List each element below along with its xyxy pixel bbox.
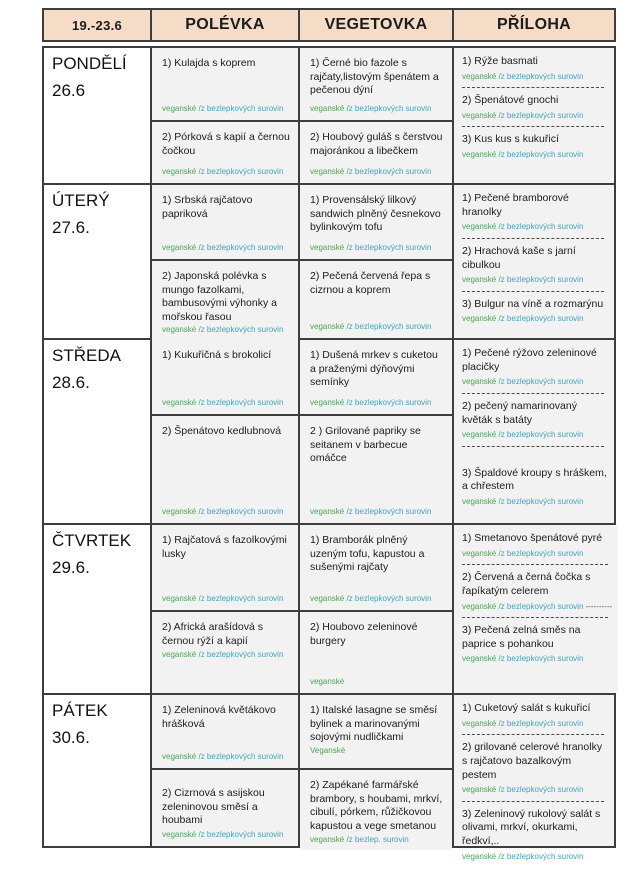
glutenfree-label: z bezlepkových surovin	[348, 398, 432, 408]
diet-tag	[462, 72, 608, 82]
day-cell	[44, 340, 150, 523]
side-item	[462, 702, 608, 728]
dish-text: 1) Pečené rýžovo zeleninové placičky	[462, 347, 597, 373]
diet-tag	[462, 275, 608, 285]
veg-cell	[300, 768, 452, 850]
dish-text: 2) Červená a černá čočka s řapíkatým celerem	[462, 571, 591, 597]
side-column	[452, 48, 614, 183]
day-cell	[44, 48, 150, 183]
glutenfree-label: z bezlepkových surovin	[500, 601, 584, 611]
soup-column	[150, 185, 298, 338]
glutenfree-label: z bezlepkových surovin	[500, 377, 584, 387]
dish-text: 2) Zapékané farmářské brambory, s houbami, mrkví, cibulí, pórkem, růžičkovou kapustou a vege smetanou	[310, 779, 443, 832]
day-date: 26.6	[52, 81, 86, 100]
diet-tag	[162, 167, 290, 177]
dish-text: 2 ) Grilované papriky se seitanem v barbecue omáčce	[310, 425, 421, 465]
week-range: 19.-23.6	[71, 17, 123, 33]
vegan-label: veganské /	[462, 497, 501, 507]
dish-text: 2) Japonská polévka s mungo fazolkami, bambusovými výhonky a mořskou řasou	[162, 270, 277, 323]
vegan-label: veganské /	[462, 150, 501, 160]
dish-text: 1) Dušená mrkev s cuketou a praženými dýňovými semínky	[310, 349, 438, 389]
diet-tag	[310, 594, 444, 604]
day-name: PONDĚLÍ	[52, 54, 127, 73]
diet-tag	[162, 752, 290, 762]
soup-cell	[152, 48, 298, 120]
veg-cell	[300, 695, 452, 768]
vegan-label: veganské /	[462, 718, 501, 728]
soup-column	[150, 695, 298, 846]
dish-text: 1) Bramborák plněný uzeným tofu, kapustou a sušenými rajčaty	[310, 534, 425, 574]
side-column	[452, 525, 618, 693]
day-row-tuesday	[44, 183, 614, 338]
diet-tag	[462, 852, 608, 862]
glutenfree-label: z bezlepkových surovin	[200, 650, 284, 660]
dish-text: 2) Africká arašídová s černou rýží a kapií	[162, 621, 263, 647]
veg-column	[298, 48, 452, 183]
diet-tag	[162, 830, 290, 840]
glutenfree-label: z bezlepkových surovin	[348, 594, 432, 604]
glutenfree-label: z bezlepkových surovin	[500, 275, 584, 285]
day-cell	[44, 185, 150, 338]
diet-tag	[310, 104, 444, 114]
soup-header-label: POLÉVKA	[185, 16, 265, 33]
side-column	[452, 695, 614, 861]
table-body	[42, 46, 616, 861]
diet-tag	[162, 507, 290, 517]
diet-tag	[162, 325, 290, 335]
vegan-label: veganské /	[162, 104, 201, 114]
dashed-divider	[462, 617, 608, 618]
veg-column	[298, 525, 452, 693]
soup-column	[150, 48, 298, 183]
diet-tag	[310, 243, 444, 253]
vegan-label: veganské /	[462, 548, 501, 558]
dashed-divider	[462, 446, 604, 447]
dish-text: 2) pečený namarinovaný květák s batáty	[462, 399, 577, 426]
vegan-label: veganské /	[310, 322, 349, 332]
veg-cell	[300, 48, 452, 120]
vegan-label: veganské /	[162, 594, 201, 604]
soup-cell	[152, 768, 298, 846]
dashed-divider	[462, 734, 604, 735]
dish-text: 2) Houbovo zeleninové burgery	[310, 621, 418, 647]
soup-column	[150, 340, 298, 523]
day-date: 30.6.	[52, 728, 90, 747]
side-item	[462, 808, 608, 862]
day-row-monday	[44, 48, 614, 183]
dashed-divider	[462, 238, 604, 239]
vegan-label: veganské /	[462, 222, 501, 232]
veg-cell	[300, 610, 452, 693]
dish-text: 1) Pečené bramborové hranolky	[462, 192, 569, 218]
veg-cell	[300, 340, 452, 414]
day-name: ÚTERÝ	[52, 191, 110, 210]
vegan-label: veganské /	[462, 654, 501, 664]
dish-text: 1) Srbská rajčatovo papriková	[162, 194, 253, 220]
vegan-label: veganské /	[310, 507, 349, 517]
dish-text: 3) Špaldové kroupy s hráškem, a chřestem	[462, 466, 607, 493]
vegan-label: veganské /	[310, 398, 349, 408]
day-row-friday	[44, 693, 614, 861]
glutenfree-label: z bezlepkových surovin	[500, 150, 584, 160]
diet-tag	[462, 150, 608, 160]
veg-cell	[300, 185, 452, 259]
dish-text: 2) Špenátovo kedlubnová	[162, 425, 282, 437]
day-name: PÁTEK	[52, 701, 108, 720]
soup-cell	[152, 610, 298, 693]
diet-tag	[310, 835, 444, 845]
dish-text: 2) Cizrnová s asijskou zeleninovou směsí a houbami	[162, 787, 265, 827]
dashed-divider	[462, 564, 608, 565]
veg-column	[298, 695, 452, 846]
day-name: ČTVRTEK	[52, 531, 132, 550]
vegan-label: veganské	[310, 677, 345, 687]
dish-text: 1) Rýže basmati	[462, 55, 538, 67]
side-column	[452, 340, 614, 523]
glutenfree-label: z bezlepkových surovin	[500, 71, 584, 81]
side-item	[462, 192, 608, 232]
veg-cell	[300, 120, 452, 183]
weekly-menu-table	[42, 8, 616, 861]
day-date: 27.6.	[52, 218, 90, 237]
diet-tag	[462, 719, 608, 729]
vegan-label: veganské /	[462, 601, 501, 611]
dish-text: 2) Špenátové gnochi	[462, 94, 559, 107]
day-row-wednesday	[44, 338, 614, 523]
dish-text: 2) Pečená červená řepa s cizrnou a koprem	[310, 270, 431, 296]
dish-text: 1) Kukuřičná s brokolicí	[162, 349, 272, 361]
diet-tag	[162, 594, 290, 604]
dashed-divider	[462, 801, 604, 802]
dish-text: 2) grilované celerové hranolky s rajčatovo bazalkovým pestem	[462, 741, 603, 781]
dashed-divider	[462, 87, 604, 88]
vegan-label: veganské /	[462, 851, 501, 861]
vegan-label: veganské /	[310, 167, 349, 177]
glutenfree-label: z bezlepkových surovin	[200, 830, 284, 840]
side-item	[462, 133, 608, 159]
glutenfree-label: z bezlepkových surovin	[348, 322, 432, 332]
vegan-label: veganské /	[310, 834, 349, 844]
dish-text: 1) Cuketový salát s kukuřicí	[462, 702, 591, 714]
day-cell	[44, 695, 150, 846]
side-item	[462, 467, 608, 507]
vegan-label: veganské /	[462, 110, 501, 120]
diet-tag	[462, 497, 608, 507]
veg-header-label: VEGETOVKA	[324, 16, 428, 33]
glutenfree-label: z bezlepkových surovin	[500, 718, 584, 728]
side-item	[462, 347, 608, 387]
glutenfree-label: z bezlepkových surovin	[200, 324, 284, 334]
soup-cell	[152, 525, 298, 610]
diet-tag	[462, 654, 612, 664]
diet-tag	[462, 377, 608, 387]
side-header-label: PŘÍLOHA	[496, 16, 572, 33]
veg-cell	[300, 414, 452, 523]
vegan-label: veganské /	[310, 594, 349, 604]
vegan-label: veganské /	[462, 785, 501, 795]
dashed-divider	[462, 126, 604, 127]
vegan-label: veganské /	[462, 377, 501, 387]
diet-tag	[310, 322, 444, 332]
day-date: 29.6.	[52, 558, 90, 577]
diet-tag	[462, 602, 612, 612]
glutenfree-label: z bezlepkových surovin	[500, 222, 584, 232]
dish-text: 3) Zeleninový rukolový salát s olivami, mrkví, okurkami, ředkví,..	[462, 807, 601, 848]
vegan-label: Veganské	[310, 745, 346, 755]
vegan-label: veganské /	[310, 243, 349, 253]
diet-tag	[462, 111, 608, 121]
day-cell	[44, 525, 150, 693]
vegan-label: veganské /	[162, 830, 201, 840]
table-header-row	[42, 8, 616, 42]
glutenfree-label: z bezlepkových surovin	[200, 167, 284, 177]
vegan-label: veganské /	[310, 104, 349, 114]
glutenfree-label: z bezlepkových surovin	[348, 507, 432, 517]
week-range-cell	[44, 10, 150, 40]
trailing-dashes: ----------	[583, 601, 613, 611]
side-item	[462, 94, 608, 120]
glutenfree-label: z bezlep. surovin	[348, 834, 409, 844]
side-item	[462, 400, 608, 440]
column-header-veg	[298, 10, 452, 40]
glutenfree-label: z bezlepkových surovin	[500, 430, 584, 440]
soup-cell	[152, 695, 298, 768]
vegan-label: veganské /	[162, 752, 201, 762]
diet-tag	[162, 243, 290, 253]
side-column	[452, 185, 614, 338]
column-header-side	[452, 10, 614, 40]
veg-cell	[300, 525, 452, 610]
diet-tag	[462, 430, 608, 440]
soup-cell	[152, 414, 298, 523]
glutenfree-label: z bezlepkových surovin	[500, 785, 584, 795]
side-item	[462, 55, 608, 81]
veg-column	[298, 185, 452, 338]
glutenfree-label: z bezlepkových surovin	[500, 654, 584, 664]
vegan-label: veganské /	[462, 71, 501, 81]
dish-text: 3) Bulgur na víně a rozmarýnu	[462, 297, 604, 310]
diet-tag	[462, 785, 608, 795]
dish-text: 3) Pečená zelná směs na paprice s pohankou	[462, 624, 581, 650]
dish-text: 1) Provensálský lilkový sandwich plněný česnekovo bylinkovým tofu	[310, 194, 441, 234]
vegan-label: veganské /	[462, 430, 501, 440]
glutenfree-label: z bezlepkových surovin	[200, 594, 284, 604]
diet-tag	[310, 746, 444, 756]
soup-column	[150, 525, 298, 693]
glutenfree-label: z bezlepkových surovin	[348, 243, 432, 253]
dish-text: 1) Italské lasagne se směsí bylinek a marinovanými sojovými nudličkami	[310, 704, 438, 744]
diet-tag	[162, 104, 290, 114]
diet-tag	[310, 677, 444, 687]
diet-tag	[462, 222, 608, 232]
glutenfree-label: z bezlepkových surovin	[200, 243, 284, 253]
vegan-label: veganské /	[162, 167, 201, 177]
glutenfree-label: z bezlepkových surovin	[200, 507, 284, 517]
vegan-label: veganské /	[162, 243, 201, 253]
dashed-divider	[462, 393, 604, 394]
day-name: STŘEDA	[52, 346, 121, 365]
day-row-thursday	[44, 523, 614, 693]
diet-tag	[310, 507, 444, 517]
vegan-label: veganské /	[162, 324, 201, 334]
glutenfree-label: z bezlepkových surovin	[200, 104, 284, 114]
diet-tag	[162, 398, 290, 408]
dish-text: 2) Houbový guláš s čerstvou majoránkou a libečkem	[310, 131, 443, 157]
dashed-divider	[462, 291, 604, 292]
dish-text: 2) Hrachová kaše s jarní cibulkou	[462, 244, 576, 271]
vegan-label: veganské /	[462, 314, 501, 324]
glutenfree-label: z bezlepkových surovin	[348, 167, 432, 177]
side-item	[462, 624, 612, 664]
dish-text: 1) Černé bio fazole s rajčaty,listovým špenátem a pečenou dýní	[310, 57, 439, 97]
vegan-label: veganské /	[162, 507, 201, 517]
side-item	[462, 741, 608, 795]
veg-cell	[300, 259, 452, 338]
glutenfree-label: z bezlepkových surovin	[200, 752, 284, 762]
soup-cell	[152, 120, 298, 183]
vegan-label: veganské /	[162, 398, 201, 408]
glutenfree-label: z bezlepkových surovin	[200, 398, 284, 408]
dish-text: 1) Zeleninová květákovo hrášková	[162, 704, 276, 730]
glutenfree-label: z bezlepkových surovin	[348, 104, 432, 114]
soup-cell	[152, 185, 298, 259]
soup-cell	[152, 340, 298, 414]
dish-text: 1) Smetanovo špenátové pyré	[462, 532, 603, 544]
glutenfree-label: z bezlepkových surovin	[500, 497, 584, 507]
diet-tag	[162, 650, 290, 660]
dish-text: 3) Kus kus s kukuřicí	[462, 133, 559, 146]
dish-text: 1) Rajčatová s fazolkovými lusky	[162, 534, 287, 560]
diet-tag	[462, 549, 612, 559]
soup-cell	[152, 259, 298, 340]
diet-tag	[310, 167, 444, 177]
column-header-soup	[150, 10, 298, 40]
glutenfree-label: z bezlepkových surovin	[500, 548, 584, 558]
vegan-label: veganské /	[162, 650, 201, 660]
glutenfree-label: z bezlepkových surovin	[500, 314, 584, 324]
side-item	[462, 245, 608, 285]
veg-column	[298, 340, 452, 523]
day-date: 28.6.	[52, 373, 90, 392]
dish-text: 1) Kulajda s koprem	[162, 57, 256, 69]
side-item	[462, 298, 608, 324]
vegan-label: veganské /	[462, 275, 501, 285]
side-item	[462, 571, 612, 611]
dish-text: 2) Pórková s kapií a černou čočkou	[162, 131, 290, 157]
diet-tag	[310, 398, 444, 408]
glutenfree-label: z bezlepkových surovin	[500, 110, 584, 120]
glutenfree-label: z bezlepkových surovin	[500, 851, 584, 861]
diet-tag	[462, 314, 608, 324]
side-item	[462, 532, 612, 558]
